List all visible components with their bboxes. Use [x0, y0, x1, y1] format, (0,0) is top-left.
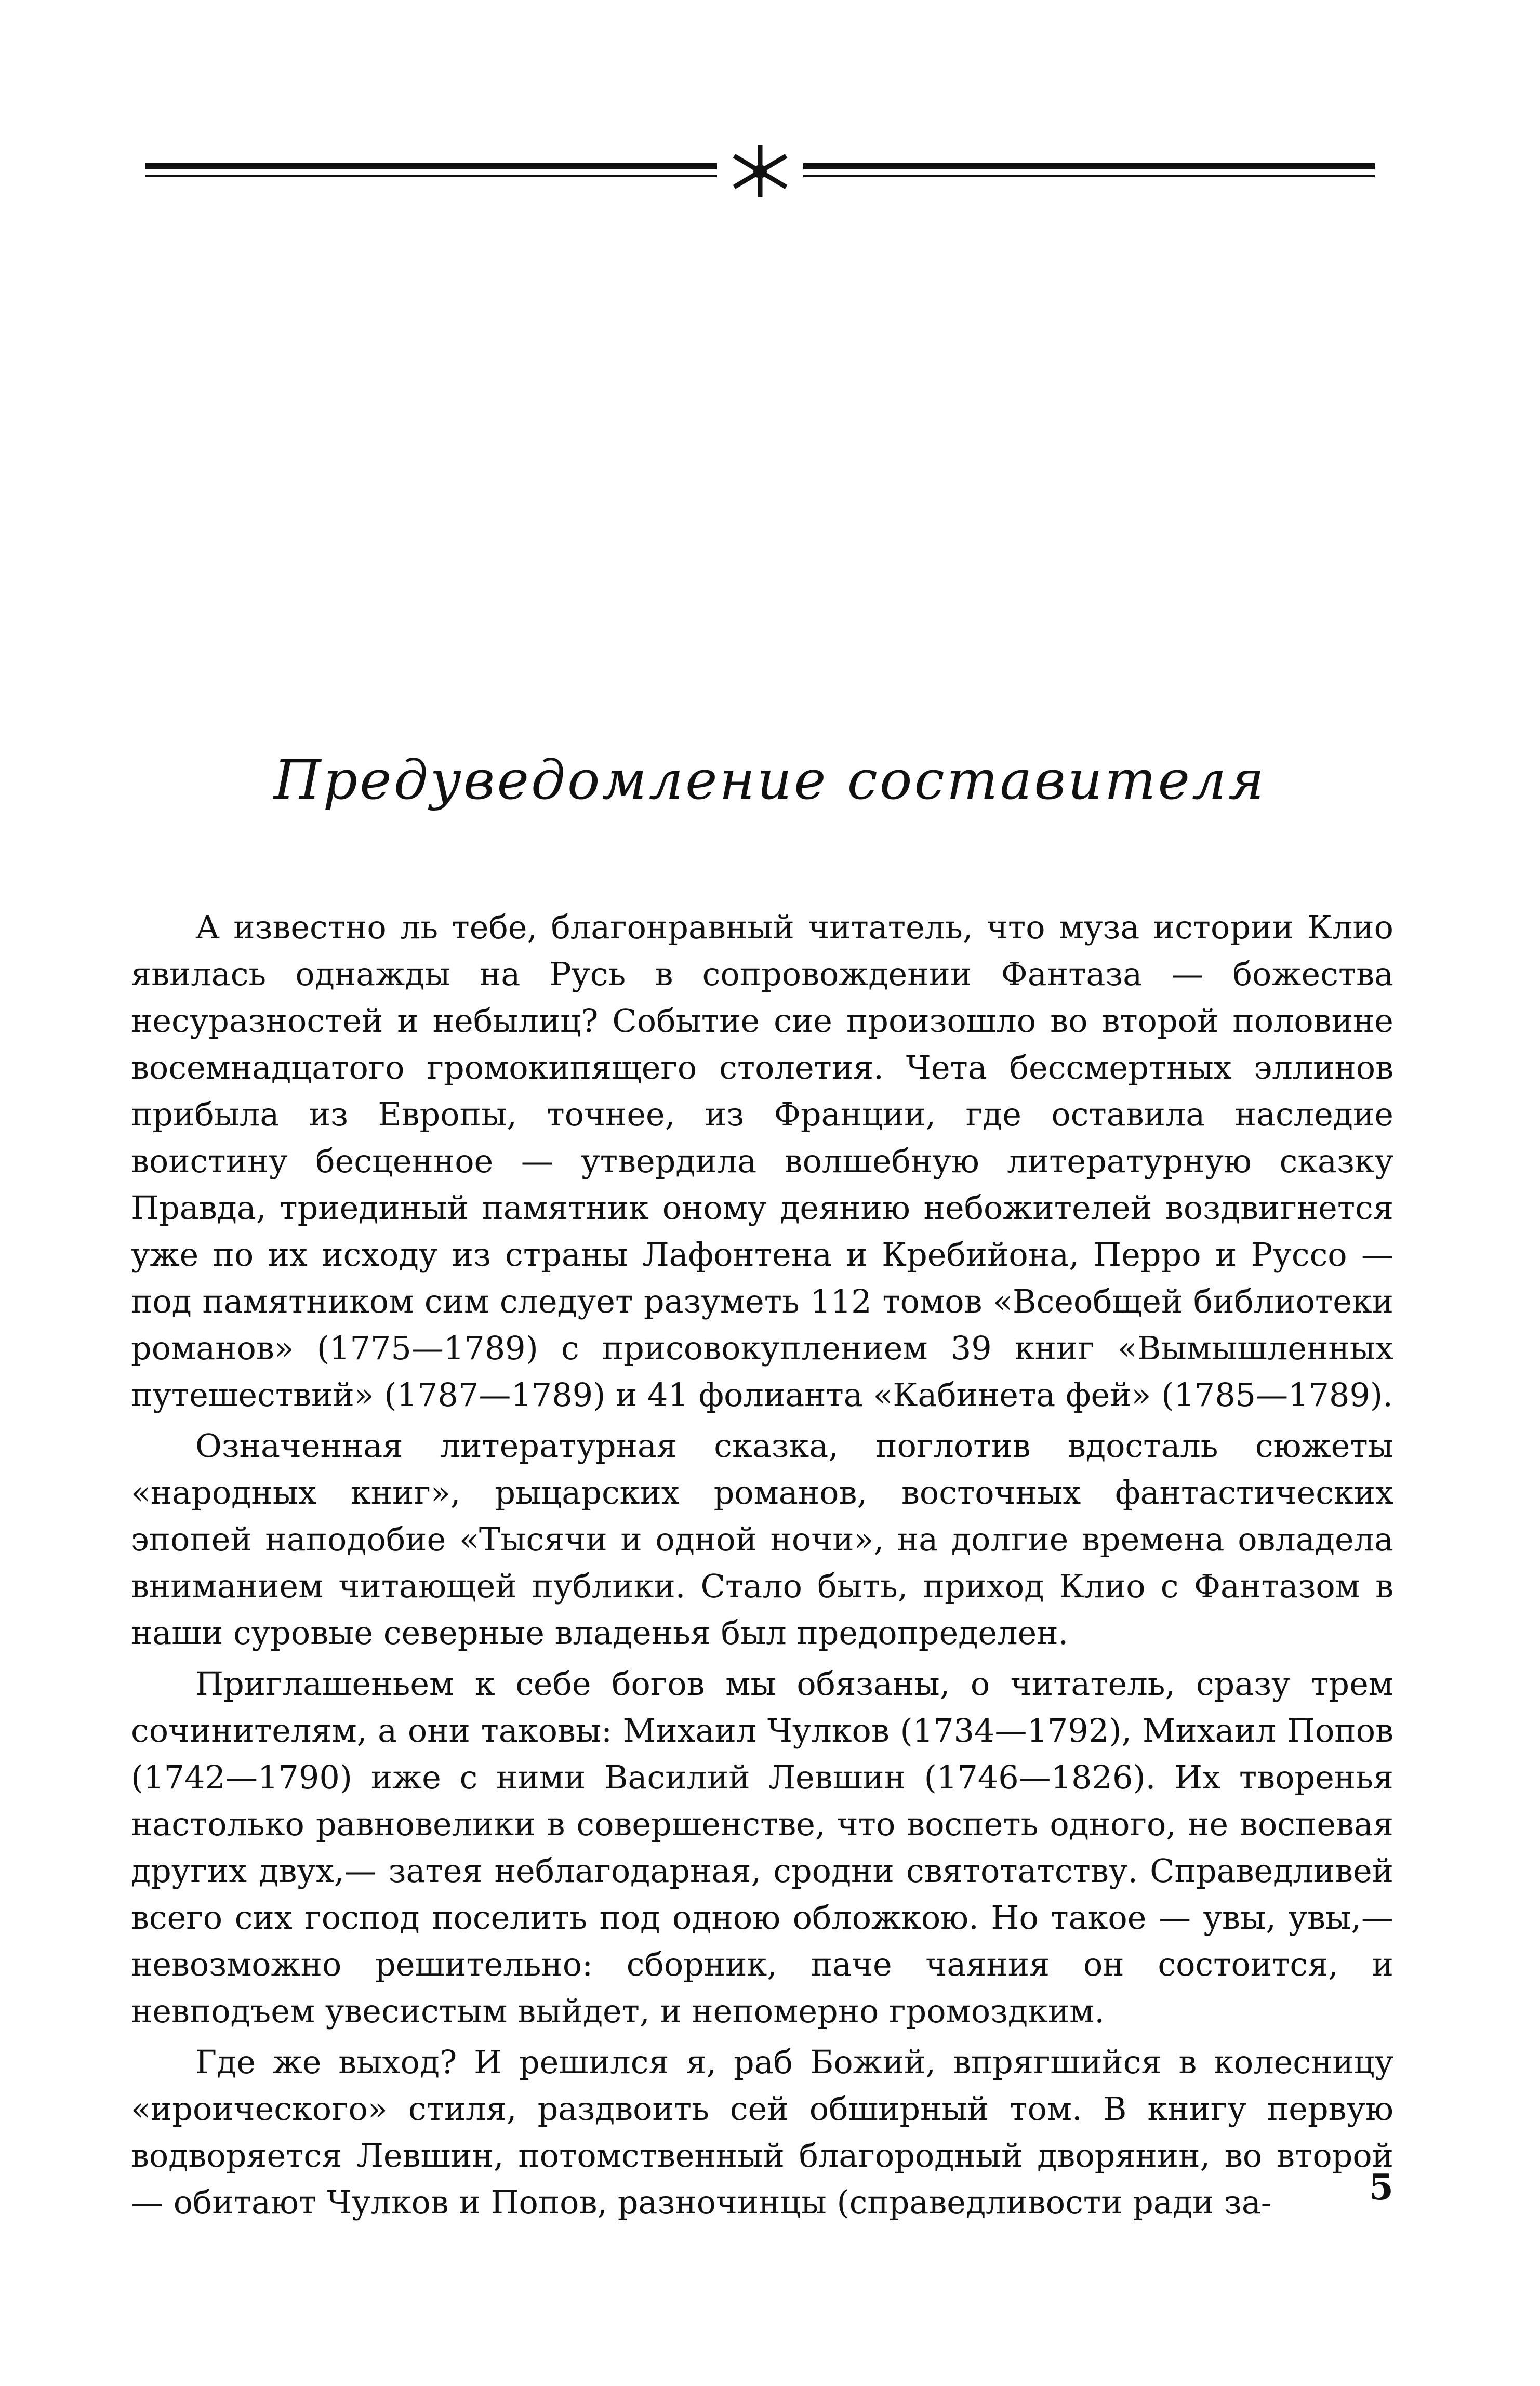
- paragraph: А известно ль тебе, благонравный читатель, что муза истории Клио явилась однажды на Русь в сопровождении Фантаза — божества несуразностей и небылиц? Событие сие произошло во второй половине восемнадцатого громокипящего столетия. Чета бессмертных эллинов прибыла из Европы, точнее, из Франции, где оставила наследие воистину бесценное — утвердила волшебную литературную сказку Правда, триединый памятник оному деянию небожителей воздвигнется уже по их исходу из страны Лафонтена и Кребийона, Перро и Руссо — под памятником сим следует разуметь 112 томов «Всеобщей библиотеки романов» (1775—1789) с присовокуплением 39 книг «Вымышленных путешествий» (1787—1789) и 41 фолианта «Кабинета фей» (1785—1789).: [131, 908, 1393, 1414]
- paragraph: Приглашеньем к себе богов мы обязаны, о читатель, сразу трем сочинителям, а они таковы: Михаил Чулков (1734—1792), Михаил Попов (1742—1790) иже с ними Василий Левшин (1746—1826). Их творенья настолько равновелики в совершенстве, что воспеть одного, не воспевая других двух,— затея неблагодарная, сродни святотатству. Справедливей всего сих господ поселить под одною обложкою. Но такое — увы, увы,— невозможно решительно: сборник, паче чаяния он состоится, и невподъем увесистым выйдет, и непомерно громоздким.: [131, 1665, 1393, 2030]
- paragraph: Где же выход? И решился я, раб Божий, впрягшийся в колесницу «ироического» стиля, раздвоить сей обширный том. В книгу первую водворяется Левшин, потомственный благородный дворянин, во второй — обитают Чулков и Попов, разночинцы (справедливости ради за-: [131, 2043, 1393, 2221]
- page-title: Предуведомление составителя: [273, 748, 1267, 812]
- snowflake-icon: [734, 145, 786, 197]
- page-number: 5: [1369, 2167, 1393, 2208]
- body-text: [131, 904, 1393, 2230]
- header-ornament: [145, 140, 1375, 208]
- paragraph: Означенная литературная сказка, поглотив вдосталь сюжеты «народных книг», рыцарских романов, восточных фантастических эпопей наподобие «Тысячи и одной ночи», на долгие времена овладела вниманием читающей публики. Стало быть, приход Клио с Фантазом в наши суровые северные владенья был предопределен.: [131, 1427, 1393, 1652]
